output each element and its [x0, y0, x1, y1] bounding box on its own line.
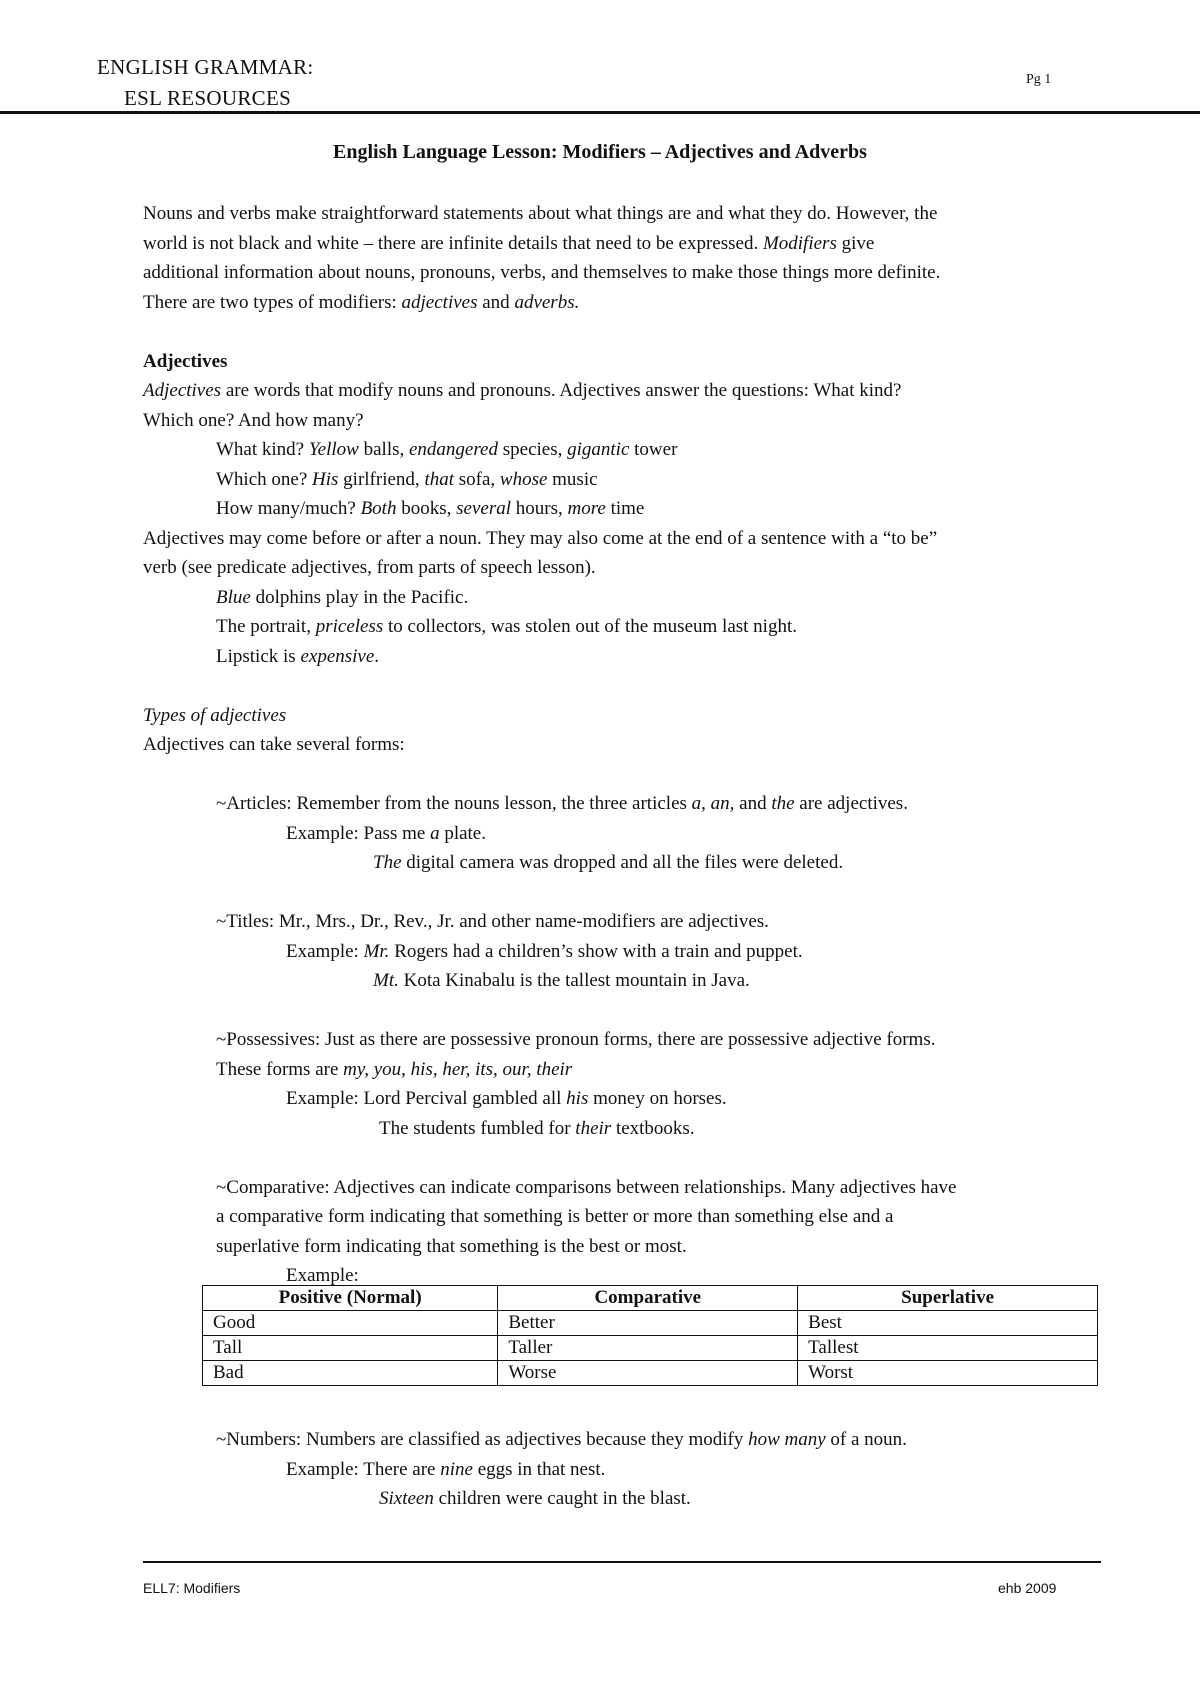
example-sentence: Lipstick is expensive.: [216, 645, 380, 667]
intro-line: additional information about nouns, pronouns, verbs, and themselves to make those things more definite.: [143, 262, 941, 283]
comparison-table: [202, 1285, 1098, 1386]
example-sentence: Example: Pass me a plate.: [286, 822, 486, 844]
comparative-item: superlative form indicating that something is the best or most.: [216, 1235, 687, 1257]
table-cell: Worse: [498, 1361, 798, 1386]
comparative-item: a comparative form indicating that something is better or more than something else and a: [216, 1206, 894, 1227]
adjectives-definition: Adjectives are words that modify nouns and pronouns. Adjectives answer the questions: What kind?: [143, 380, 902, 401]
example-sentence: The portrait, priceless to collectors, was stolen out of the museum last night.: [216, 616, 797, 637]
question-which-one: Which one? His girlfriend, that sofa, whose music: [216, 468, 598, 490]
footer-left: ELL7: Modifiers: [143, 1580, 241, 1596]
page-number: Pg 1: [1026, 72, 1052, 87]
table-cell: Tall: [203, 1336, 498, 1361]
question-how-many: How many/much? Both books, several hours, more time: [216, 498, 645, 519]
header-brand: [97, 52, 314, 114]
example-sentence: Mt. Kota Kinabalu is the tallest mountain in Java.: [373, 970, 750, 991]
header-rule: [0, 111, 1200, 114]
example-sentence: Sixteen children were caught in the blast.: [379, 1488, 691, 1509]
footer-right: ehb 2009: [998, 1580, 1057, 1596]
table-header: Superlative: [798, 1286, 1098, 1311]
table-cell: Better: [498, 1311, 798, 1336]
placement-text: Adjectives may come before or after a noun. They may also come at the end of a sentence with a “to be”: [143, 527, 938, 549]
example-sentence: Example: There are nine eggs in that nest.: [286, 1458, 606, 1480]
numbers-section: [143, 1425, 1103, 1514]
footer-rule: [143, 1561, 1101, 1563]
question-what-kind: What kind? Yellow balls, endangered species, gigantic tower: [216, 439, 678, 460]
numbers-item: ~Numbers: Numbers are classified as adjectives because they modify how many of a noun.: [216, 1429, 907, 1450]
example-sentence: The digital camera was dropped and all the files were deleted.: [373, 852, 844, 873]
header-line2: ESL RESOURCES: [124, 86, 292, 110]
header-line1: ENGLISH GRAMMAR:: [97, 55, 314, 79]
adjectives-definition: Which one? And how many?: [143, 409, 364, 431]
example-sentence: Example: Lord Percival gambled all his money on horses.: [286, 1088, 727, 1109]
lesson-title: English Language Lesson: Modifiers – Adjectives and Adverbs: [333, 141, 867, 163]
placement-text: verb (see predicate adjectives, from parts of speech lesson).: [143, 557, 596, 578]
titles-item: ~Titles: Mr., Mrs., Dr., Rev., Jr. and other name-modifiers are adjectives.: [216, 911, 769, 932]
possessives-item: ~Possessives: Just as there are possessive pronoun forms, there are possessive adjective forms.: [216, 1029, 936, 1050]
table-cell: Best: [798, 1311, 1098, 1336]
table-row: [203, 1336, 1098, 1361]
table-cell: Taller: [498, 1336, 798, 1361]
comparative-item: ~Comparative: Adjectives can indicate comparisons between relationships. Many adjectives have: [216, 1176, 957, 1198]
types-heading: Types of adjectives: [143, 704, 287, 726]
example-sentence: Blue dolphins play in the Pacific.: [216, 586, 469, 608]
table-row: [203, 1361, 1098, 1386]
possessives-forms: These forms are my, you, his, her, its, our, their: [216, 1058, 573, 1080]
example-sentence: Example: Mr. Rogers had a children’s show with a train and puppet.: [286, 940, 803, 962]
types-lead: Adjectives can take several forms:: [143, 734, 405, 755]
intro-line: world is not black and white – there are infinite details that need to be expressed. Modifiers give: [143, 232, 875, 254]
table-cell: Worst: [798, 1361, 1098, 1386]
table-header: Positive (Normal): [203, 1286, 498, 1311]
table-row: [203, 1311, 1098, 1336]
comparative-example-label: Example:: [286, 1265, 359, 1286]
table-cell: Tallest: [798, 1336, 1098, 1361]
table-header-row: [203, 1286, 1098, 1311]
adjectives-heading: Adjectives: [143, 350, 228, 372]
articles-item: ~Articles: Remember from the nouns lesson, the three articles a, an, and the are adjectives.: [216, 793, 908, 814]
table-cell: Good: [203, 1311, 498, 1336]
table-header: Comparative: [498, 1286, 798, 1311]
table-cell: Bad: [203, 1361, 498, 1386]
lesson-body: [143, 199, 1103, 1291]
example-sentence: The students fumbled for their textbooks.: [379, 1117, 695, 1139]
intro-line: There are two types of modifiers: adjectives and adverbs.: [143, 291, 580, 313]
intro-line: Nouns and verbs make straightforward statements about what things are and what they do. However, the: [143, 203, 938, 224]
